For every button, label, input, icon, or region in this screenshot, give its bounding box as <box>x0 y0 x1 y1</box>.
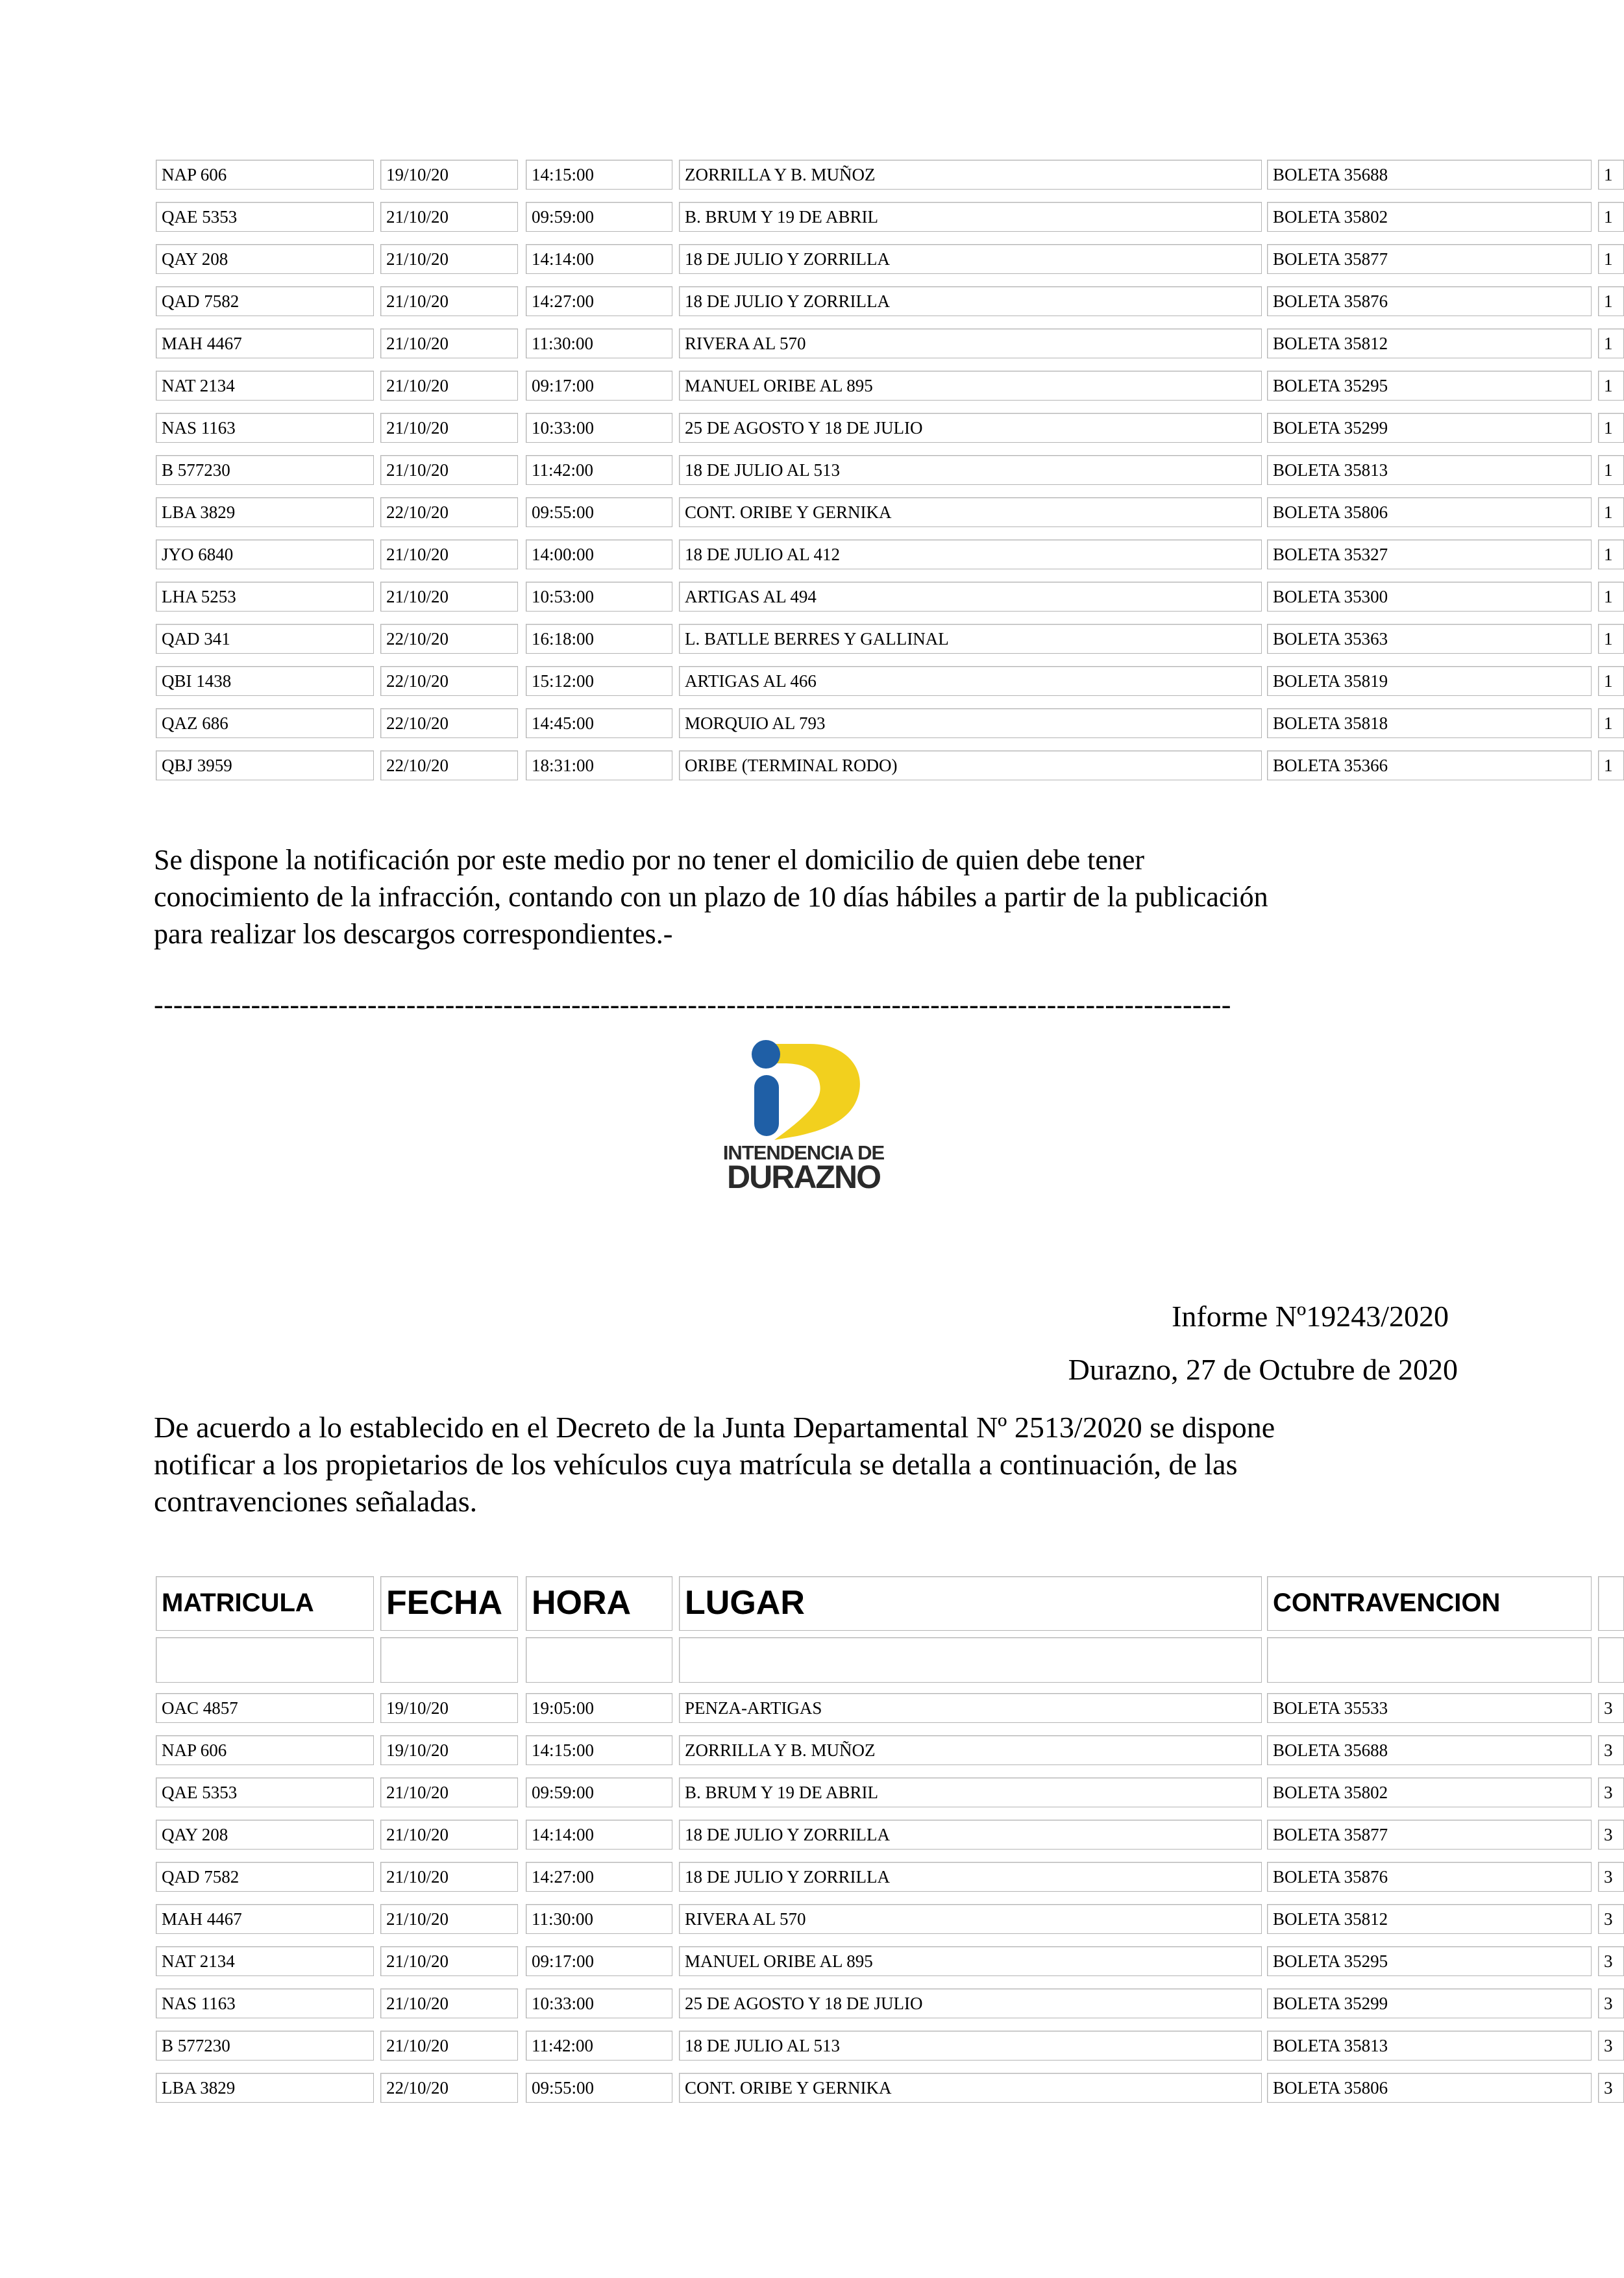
cell-lugar: 25 DE AGOSTO Y 18 DE JULIO <box>679 1988 1262 2018</box>
cell-contravencion: BOLETA 35877 <box>1267 1820 1592 1850</box>
cell-matricula: NAP 606 <box>156 1735 374 1765</box>
cell-extra: 1 <box>1598 286 1624 316</box>
table-row <box>156 750 1613 780</box>
cell-matricula: NAS 1163 <box>156 1988 374 2018</box>
table-header-row <box>156 1576 1610 1631</box>
table-row <box>156 1777 1613 1807</box>
cell-hora: 14:15:00 <box>526 1735 672 1765</box>
cell-fecha: 22/10/20 <box>380 708 518 738</box>
table-row <box>156 666 1613 696</box>
table-row <box>156 2031 1613 2061</box>
cell-hora: 11:42:00 <box>526 2031 672 2061</box>
cell-lugar: ZORRILLA Y B. MUÑOZ <box>679 160 1262 190</box>
separator-line: --------------------------------------------------------------------------------------------------------------- <box>154 989 1231 1021</box>
cell-matricula: QAD 341 <box>156 624 374 654</box>
cell-lugar: B. BRUM Y 19 DE ABRIL <box>679 202 1262 232</box>
cell-contravencion: BOLETA 35812 <box>1267 328 1592 358</box>
intendencia-durazno-logo <box>713 1032 894 1195</box>
cell-hora: 15:12:00 <box>526 666 672 696</box>
cell-matricula: QBJ 3959 <box>156 750 374 780</box>
intro-line-2: notificar a los propietarios de los vehículos cuya matrícula se detalla a continuación, de las <box>154 1448 1238 1481</box>
cell-matricula: MAH 4467 <box>156 1904 374 1934</box>
cell-matricula: QBI 1438 <box>156 666 374 696</box>
cell-hora: 09:17:00 <box>526 1946 672 1976</box>
cell-contravencion: BOLETA 35802 <box>1267 1777 1592 1807</box>
cell-lugar: 25 DE AGOSTO Y 18 DE JULIO <box>679 413 1262 443</box>
cell-fecha: 21/10/20 <box>380 244 518 274</box>
cell-lugar: 18 DE JULIO Y ZORRILLA <box>679 1820 1262 1850</box>
cell-contravencion: BOLETA 35366 <box>1267 750 1592 780</box>
cell-fecha: 21/10/20 <box>380 2031 518 2061</box>
cell-hora: 16:18:00 <box>526 624 672 654</box>
cell-hora: 14:00:00 <box>526 539 672 569</box>
notice-line-1: Se dispone la notificación por este medio por no tener el domicilio de quien debe tener <box>154 844 1145 876</box>
cell-extra: 3 <box>1598 2073 1624 2103</box>
cell-hora: 19:05:00 <box>526 1693 672 1723</box>
cell-contravencion: BOLETA 35812 <box>1267 1904 1592 1934</box>
header-contravencion: CONTRAVENCION <box>1267 1576 1592 1631</box>
cell-fecha: 21/10/20 <box>380 539 518 569</box>
cell-hora: 14:27:00 <box>526 1862 672 1892</box>
cell-fecha: 21/10/20 <box>380 202 518 232</box>
cell-contravencion: BOLETA 35363 <box>1267 624 1592 654</box>
table-row <box>156 1820 1613 1850</box>
table-row <box>156 455 1613 485</box>
cell-lugar: 18 DE JULIO Y ZORRILLA <box>679 286 1262 316</box>
cell-hora: 09:55:00 <box>526 497 672 527</box>
cell-matricula: QAE 5353 <box>156 1777 374 1807</box>
intro-line-1: De acuerdo a lo establecido en el Decreto de la Junta Departamental Nº 2513/2020 se dispone <box>154 1411 1275 1444</box>
cell-lugar: 18 DE JULIO AL 412 <box>679 539 1262 569</box>
cell-matricula: B 577230 <box>156 455 374 485</box>
cell-extra: 1 <box>1598 750 1624 780</box>
cell-lugar: MANUEL ORIBE AL 895 <box>679 1946 1262 1976</box>
cell-lugar: ZORRILLA Y B. MUÑOZ <box>679 1735 1262 1765</box>
cell-matricula: NAS 1163 <box>156 413 374 443</box>
header-hora: HORA <box>526 1576 672 1631</box>
logo-text-line-1: INTENDENCIA DE <box>722 1141 885 1164</box>
cell-hora: 18:31:00 <box>526 750 672 780</box>
table-row <box>156 582 1613 612</box>
table-row <box>156 202 1613 232</box>
cell-lugar: 18 DE JULIO AL 513 <box>679 455 1262 485</box>
cell-lugar: ARTIGAS AL 466 <box>679 666 1262 696</box>
cell-lugar: PENZA-ARTIGAS <box>679 1693 1262 1723</box>
cell-hora: 14:27:00 <box>526 286 672 316</box>
intro-line-3: contravenciones señaladas. <box>154 1485 478 1518</box>
cell-fecha: 21/10/20 <box>380 1777 518 1807</box>
cell-extra: 1 <box>1598 202 1624 232</box>
cell-matricula: NAP 606 <box>156 160 374 190</box>
cell-extra: 1 <box>1598 539 1624 569</box>
cell-matricula: B 577230 <box>156 2031 374 2061</box>
cell-fecha: 21/10/20 <box>380 1904 518 1934</box>
cell-matricula: NAT 2134 <box>156 1946 374 1976</box>
cell-extra: 3 <box>1598 2031 1624 2061</box>
cell-matricula: QAY 208 <box>156 1820 374 1850</box>
cell-fecha: 22/10/20 <box>380 2073 518 2103</box>
cell-lugar: CONT. ORIBE Y GERNIKA <box>679 497 1262 527</box>
table-row <box>156 413 1613 443</box>
cell-fecha: 21/10/20 <box>380 413 518 443</box>
cell-contravencion: BOLETA 35877 <box>1267 244 1592 274</box>
table-row <box>156 1988 1613 2018</box>
cell-extra: 1 <box>1598 455 1624 485</box>
cell-hora: 09:59:00 <box>526 1777 672 1807</box>
header-fecha: FECHA <box>380 1576 518 1631</box>
cell-contravencion: BOLETA 35295 <box>1267 371 1592 401</box>
cell-matricula: QAE 5353 <box>156 202 374 232</box>
cell-extra: 3 <box>1598 1862 1624 1892</box>
cell-matricula: LBA 3829 <box>156 2073 374 2103</box>
table-row <box>156 1693 1613 1723</box>
cell-matricula: JYO 6840 <box>156 539 374 569</box>
cell-lugar: MORQUIO AL 793 <box>679 708 1262 738</box>
logo-blue-dot <box>752 1040 780 1069</box>
cell-extra: 3 <box>1598 1820 1624 1850</box>
cell-matricula: MAH 4467 <box>156 328 374 358</box>
cell-contravencion: BOLETA 35688 <box>1267 1735 1592 1765</box>
cell-hora: 10:53:00 <box>526 582 672 612</box>
cell-extra: 3 <box>1598 1735 1624 1765</box>
cell-matricula: LBA 3829 <box>156 497 374 527</box>
cell-matricula: QAZ 686 <box>156 708 374 738</box>
cell-matricula: QAY 208 <box>156 244 374 274</box>
cell-hora: 14:45:00 <box>526 708 672 738</box>
header-matricula: MATRICULA <box>156 1576 374 1631</box>
logo-blue-stem <box>754 1075 779 1136</box>
cell-contravencion: BOLETA 35876 <box>1267 1862 1592 1892</box>
report-number: Informe Nº19243/2020 <box>1172 1300 1449 1333</box>
cell-extra: 3 <box>1598 1988 1624 2018</box>
cell-matricula: QAD 7582 <box>156 286 374 316</box>
cell-matricula: QAD 7582 <box>156 1862 374 1892</box>
cell-fecha: 21/10/20 <box>380 582 518 612</box>
cell-contravencion: BOLETA 35876 <box>1267 286 1592 316</box>
header-lugar: LUGAR <box>679 1576 1262 1631</box>
table-row <box>156 371 1613 401</box>
cell-hora: 10:33:00 <box>526 413 672 443</box>
cell-extra: 1 <box>1598 666 1624 696</box>
cell-extra: 1 <box>1598 624 1624 654</box>
cell-contravencion: BOLETA 35533 <box>1267 1693 1592 1723</box>
cell-lugar: ORIBE (TERMINAL RODO) <box>679 750 1262 780</box>
cell-fecha: 21/10/20 <box>380 1988 518 2018</box>
cell-lugar: MANUEL ORIBE AL 895 <box>679 371 1262 401</box>
cell-hora: 11:30:00 <box>526 328 672 358</box>
cell-fecha: 22/10/20 <box>380 750 518 780</box>
cell-hora: 14:14:00 <box>526 1820 672 1850</box>
cell-matricula: OAC 4857 <box>156 1693 374 1723</box>
cell-lugar: L. BATLLE BERRES Y GALLINAL <box>679 624 1262 654</box>
cell-extra: 3 <box>1598 1946 1624 1976</box>
cell-lugar: CONT. ORIBE Y GERNIKA <box>679 2073 1262 2103</box>
cell-contravencion: BOLETA 35295 <box>1267 1946 1592 1976</box>
report-date: Durazno, 27 de Octubre de 2020 <box>1068 1353 1458 1386</box>
cell-fecha: 19/10/20 <box>380 1735 518 1765</box>
cell-contravencion: BOLETA 35300 <box>1267 582 1592 612</box>
cell-hora: 09:17:00 <box>526 371 672 401</box>
cell-contravencion: BOLETA 35819 <box>1267 666 1592 696</box>
cell-fecha: 22/10/20 <box>380 666 518 696</box>
table-row <box>156 244 1613 274</box>
cell-fecha: 21/10/20 <box>380 328 518 358</box>
cell-extra: 1 <box>1598 413 1624 443</box>
cell-fecha: 22/10/20 <box>380 624 518 654</box>
header-cut-off <box>1598 1576 1624 1631</box>
cell-contravencion: BOLETA 35813 <box>1267 2031 1592 2061</box>
cell-contravencion: BOLETA 35688 <box>1267 160 1592 190</box>
cell-extra: 1 <box>1598 160 1624 190</box>
cell-lugar: 18 DE JULIO Y ZORRILLA <box>679 244 1262 274</box>
cell-contravencion: BOLETA 35806 <box>1267 497 1592 527</box>
cell-hora: 09:55:00 <box>526 2073 672 2103</box>
cell-matricula: NAT 2134 <box>156 371 374 401</box>
cell-contravencion: BOLETA 35802 <box>1267 202 1592 232</box>
cell-fecha: 21/10/20 <box>380 1820 518 1850</box>
cell-matricula: LHA 5253 <box>156 582 374 612</box>
cell-lugar: RIVERA AL 570 <box>679 328 1262 358</box>
table-row <box>156 160 1613 190</box>
cell-hora: 14:14:00 <box>526 244 672 274</box>
notice-line-3: para realizar los descargos correspondientes.- <box>154 918 673 950</box>
cell-extra: 3 <box>1598 1693 1624 1723</box>
table-row <box>156 497 1613 527</box>
cell-hora: 11:42:00 <box>526 455 672 485</box>
cell-fecha: 22/10/20 <box>380 497 518 527</box>
cell-extra: 1 <box>1598 708 1624 738</box>
cell-extra: 1 <box>1598 497 1624 527</box>
cell-extra: 1 <box>1598 582 1624 612</box>
cell-fecha: 19/10/20 <box>380 160 518 190</box>
cell-extra: 1 <box>1598 244 1624 274</box>
cell-hora: 14:15:00 <box>526 160 672 190</box>
cell-fecha: 21/10/20 <box>380 371 518 401</box>
cell-contravencion: BOLETA 35813 <box>1267 455 1592 485</box>
table-row <box>156 539 1613 569</box>
cell-lugar: ARTIGAS AL 494 <box>679 582 1262 612</box>
cell-contravencion: BOLETA 35299 <box>1267 1988 1592 2018</box>
table-empty-row <box>156 1637 1610 1683</box>
cell-fecha: 19/10/20 <box>380 1693 518 1723</box>
cell-lugar: B. BRUM Y 19 DE ABRIL <box>679 1777 1262 1807</box>
cell-extra: 1 <box>1598 328 1624 358</box>
cell-extra: 3 <box>1598 1904 1624 1934</box>
cell-fecha: 21/10/20 <box>380 455 518 485</box>
notice-line-2: conocimiento de la infracción, contando con un plazo de 10 días hábiles a partir de la publicación <box>154 881 1268 913</box>
cell-contravencion: BOLETA 35327 <box>1267 539 1592 569</box>
cell-hora: 09:59:00 <box>526 202 672 232</box>
cell-contravencion: BOLETA 35299 <box>1267 413 1592 443</box>
table-row <box>156 1904 1613 1934</box>
table-row <box>156 1946 1613 1976</box>
table-row <box>156 1735 1613 1765</box>
cell-fecha: 21/10/20 <box>380 1862 518 1892</box>
cell-lugar: 18 DE JULIO Y ZORRILLA <box>679 1862 1262 1892</box>
cell-extra: 1 <box>1598 371 1624 401</box>
table-row <box>156 286 1613 316</box>
table-row <box>156 328 1613 358</box>
cell-contravencion: BOLETA 35818 <box>1267 708 1592 738</box>
cell-lugar: RIVERA AL 570 <box>679 1904 1262 1934</box>
logo-text-line-2: DURAZNO <box>727 1159 880 1195</box>
table-row <box>156 1862 1613 1892</box>
cell-fecha: 21/10/20 <box>380 286 518 316</box>
cell-hora: 11:30:00 <box>526 1904 672 1934</box>
cell-fecha: 21/10/20 <box>380 1946 518 1976</box>
cell-lugar: 18 DE JULIO AL 513 <box>679 2031 1262 2061</box>
cell-extra: 3 <box>1598 1777 1624 1807</box>
table-row <box>156 708 1613 738</box>
cell-contravencion: BOLETA 35806 <box>1267 2073 1592 2103</box>
table-row <box>156 2073 1613 2103</box>
table-row <box>156 624 1613 654</box>
cell-hora: 10:33:00 <box>526 1988 672 2018</box>
